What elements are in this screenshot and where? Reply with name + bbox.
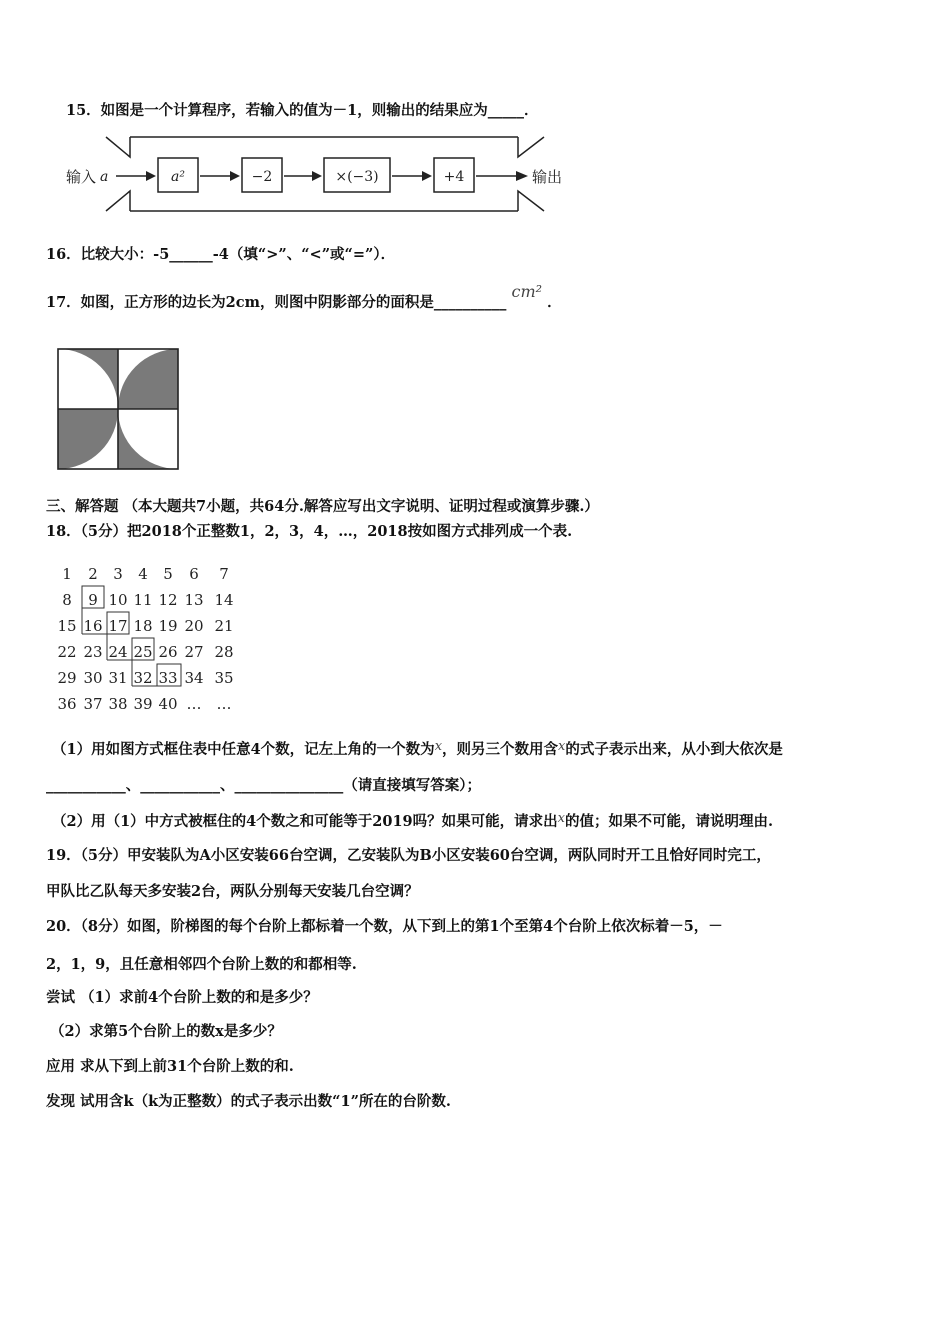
input-var: a [100, 169, 109, 185]
input-label: 输入 [66, 168, 97, 186]
q19-line2: 甲队比乙队每天多安装2台，两队分别每天安装几台空调？ [46, 883, 419, 900]
box-plus4: +4 [443, 169, 465, 185]
q15-flow-diagram [66, 133, 570, 215]
table-cell: … [216, 695, 232, 713]
table-cell: 9 [88, 591, 98, 609]
q20-line6: 发现 试用含k（k为正整数）的式子表示出数“1”所在的台阶数. [46, 1093, 451, 1110]
table-cell: 16 [83, 617, 103, 635]
table-cell: 8 [62, 591, 72, 609]
table-cell: 24 [108, 643, 128, 661]
table-cell: 18 [133, 617, 153, 635]
q18-part2-b: 的值；如果不可能，请说明理由. [564, 813, 774, 830]
table-cell: 33 [158, 669, 178, 687]
table-cell: 31 [108, 669, 128, 687]
shade-bottom-left [58, 409, 118, 469]
table-cell: 22 [57, 643, 77, 661]
table-cell: 10 [108, 591, 128, 609]
table-cell: 15 [57, 617, 77, 635]
q17-unit: cm² [511, 282, 543, 301]
q18-part2 [52, 812, 773, 833]
table-cell: 40 [158, 695, 178, 713]
box-minus2: −2 [251, 169, 273, 185]
shade-top-right [118, 349, 178, 409]
table-cell: 35 [214, 669, 234, 687]
table-cell: 39 [133, 695, 153, 713]
table-cell: 3 [113, 565, 123, 583]
table-cell: 29 [57, 669, 77, 687]
table-cell: 25 [133, 643, 153, 661]
var-x-2: x [558, 739, 566, 754]
q18-part1-line2: ___________、___________、_______________（请直接填写答案）； [46, 777, 481, 794]
table-cell: 12 [158, 591, 178, 609]
number-table [56, 560, 246, 720]
table-cell: 14 [214, 591, 234, 609]
table-cell: 37 [83, 695, 103, 713]
q18-part1-a: （1）用如图方式框住表中任意4个数，记左上角的一个数为 [52, 741, 435, 758]
table-cell: 19 [158, 617, 178, 635]
table-cell: 6 [189, 565, 199, 583]
pinwheel-figure [56, 347, 180, 471]
table-cell: 32 [133, 669, 153, 687]
q20-line5: 应用 求从下到上前31个台阶上数的和. [46, 1058, 294, 1075]
q18-part1-b: ，则另三个数用含 [442, 741, 559, 758]
table-cell: 36 [57, 695, 77, 713]
box-times-neg3: ×(−3) [335, 169, 379, 185]
table-cell: 4 [138, 565, 148, 583]
section3-heading: 三、解答题 （本大题共7小题，共64分.解答应写出文字说明、证明过程或演算步骤.） [46, 498, 599, 515]
var-x-3: x [557, 811, 565, 826]
q20-line1: 20．（8分）如图，阶梯图的每个台阶上都标着一个数，从下到上的第1个至第4个台阶上依次标着－5，－ [46, 918, 723, 935]
table-cell: 21 [214, 617, 234, 635]
shade-bottom-right [118, 409, 178, 469]
table-cell: 1 [62, 565, 72, 583]
q15-text: 15．如图是一个计算程序，若输入的值为－1，则输出的结果应为_____． [66, 102, 539, 119]
table-cell: 7 [219, 565, 229, 583]
table-cell: 28 [214, 643, 234, 661]
table-cell: 27 [184, 643, 204, 661]
table-cell: 2 [88, 565, 98, 583]
table-cell: 26 [158, 643, 178, 661]
table-cell: 23 [83, 643, 103, 661]
var-x-1: x [434, 739, 443, 754]
q17-end: ． [547, 294, 562, 311]
table-cell: 11 [133, 591, 153, 609]
table-cell: 17 [108, 617, 128, 635]
q20-line4: （2）求第5个台阶上的数x是多少？ [50, 1023, 282, 1040]
q16-text: 16．比较大小：-5______-4（填“>”、“<”或“=”）． [46, 246, 396, 263]
table-cell: 38 [108, 695, 128, 713]
q17-text [46, 282, 562, 313]
q18-part1-c: 的式子表示出来，从小到大依次是 [565, 741, 783, 758]
q17-question: 17．如图，正方形的边长为2cm，则图中阴影部分的面积是__________ [46, 294, 507, 311]
q18-part2-a: （2）用（1）中方式被框住的4个数之和可能等于2019吗？如果可能，请求出 [52, 813, 558, 830]
table-cell: 13 [184, 591, 204, 609]
q19-line1: 19．（5分）甲安装队为A小区安装66台空调，乙安装队为B小区安装60台空调，两队同时开工且恰好同时完工， [46, 847, 771, 864]
output-label: 输出 [532, 168, 563, 186]
q20-line3: 尝试 （1）求前4个台阶上数的和是多少？ [46, 989, 318, 1006]
box-square: a² [171, 169, 185, 185]
q18-part1 [52, 740, 783, 761]
table-cell: 20 [184, 617, 204, 635]
shade-top-left [58, 349, 118, 409]
q18-text: 18．（5分）把2018个正整数1，2，3，4，…，2018按如图方式排列成一个表. [46, 523, 573, 540]
table-cell: 30 [83, 669, 103, 687]
table-cell: 5 [163, 565, 173, 583]
q20-line2: 2，1，9，且任意相邻四个台阶上数的和都相等. [46, 956, 357, 973]
table-cell: … [186, 695, 202, 713]
table-cell: 34 [184, 669, 204, 687]
